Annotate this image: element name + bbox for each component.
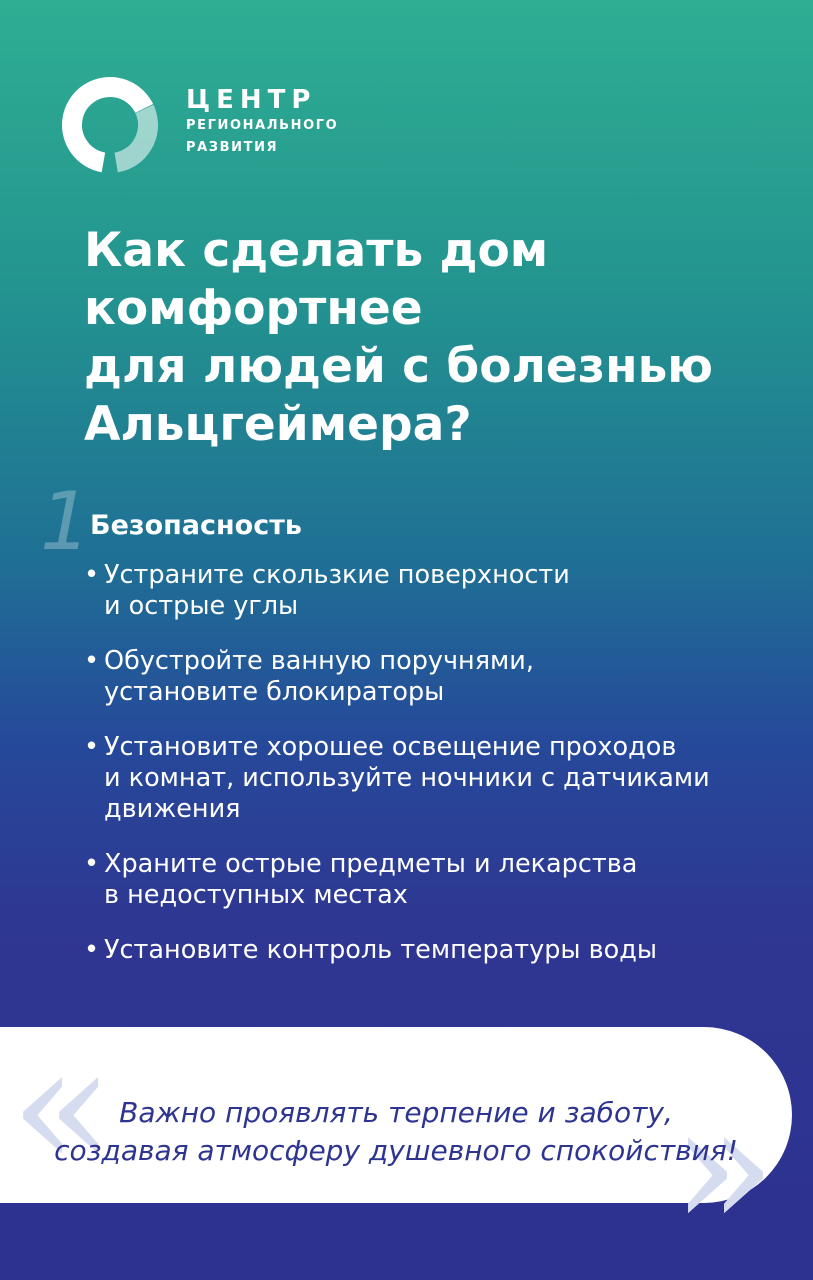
list-item-line: движения (104, 794, 241, 824)
list-item-line: Храните острые предметы и лекарства (104, 849, 638, 879)
bullet: • (84, 935, 100, 965)
section-heading: Безопасность (90, 510, 302, 541)
bullet: • (84, 849, 100, 879)
list-item-line: Обустройте ванную поручнями, (104, 646, 534, 676)
section-number: 1 (40, 475, 91, 568)
page-title (84, 222, 804, 454)
quote-text (0, 1094, 792, 1170)
brand-line-3: РАЗВИТИЯ (186, 140, 279, 155)
list-item (84, 732, 804, 825)
list-item-line: Устраните скользкие поверхности (104, 560, 570, 590)
close-quote-icon: » (672, 1068, 777, 1266)
list-item (84, 849, 804, 911)
ring-logo-icon (60, 75, 160, 175)
list-item-line: и острые углы (104, 591, 299, 621)
title-line: Как сделать дом (84, 223, 549, 278)
list-item-line: Установите хорошее освещение проходов (104, 732, 677, 762)
list-item-line: установите блокираторы (104, 677, 445, 707)
brand-name (186, 86, 338, 158)
quote-line: создавая атмосферу душевного спокойствия! (54, 1134, 738, 1167)
brand-line-2: РЕГИОНАЛЬНОГО (186, 118, 339, 133)
list-item-line: Установите контроль температуры воды (104, 935, 658, 965)
list-item-line: в недоступных местах (104, 880, 408, 910)
bullet: • (84, 646, 100, 676)
title-line: комфортнее (84, 281, 423, 336)
brand-line-1: ЦЕНТР (186, 85, 317, 115)
list-item-line: и комнат, используйте ночники с датчиками (104, 763, 710, 793)
title-line: для людей с болезнью (84, 339, 713, 394)
bullet: • (84, 560, 100, 590)
quote-line: Важно проявлять терпение и заботу, (119, 1096, 673, 1129)
safety-list (84, 560, 804, 990)
list-item (84, 560, 804, 622)
open-quote-icon: « (10, 1008, 115, 1206)
list-item (84, 646, 804, 708)
bullet: • (84, 732, 100, 762)
list-item (84, 935, 804, 966)
title-line: Альцгеймера? (84, 397, 472, 452)
